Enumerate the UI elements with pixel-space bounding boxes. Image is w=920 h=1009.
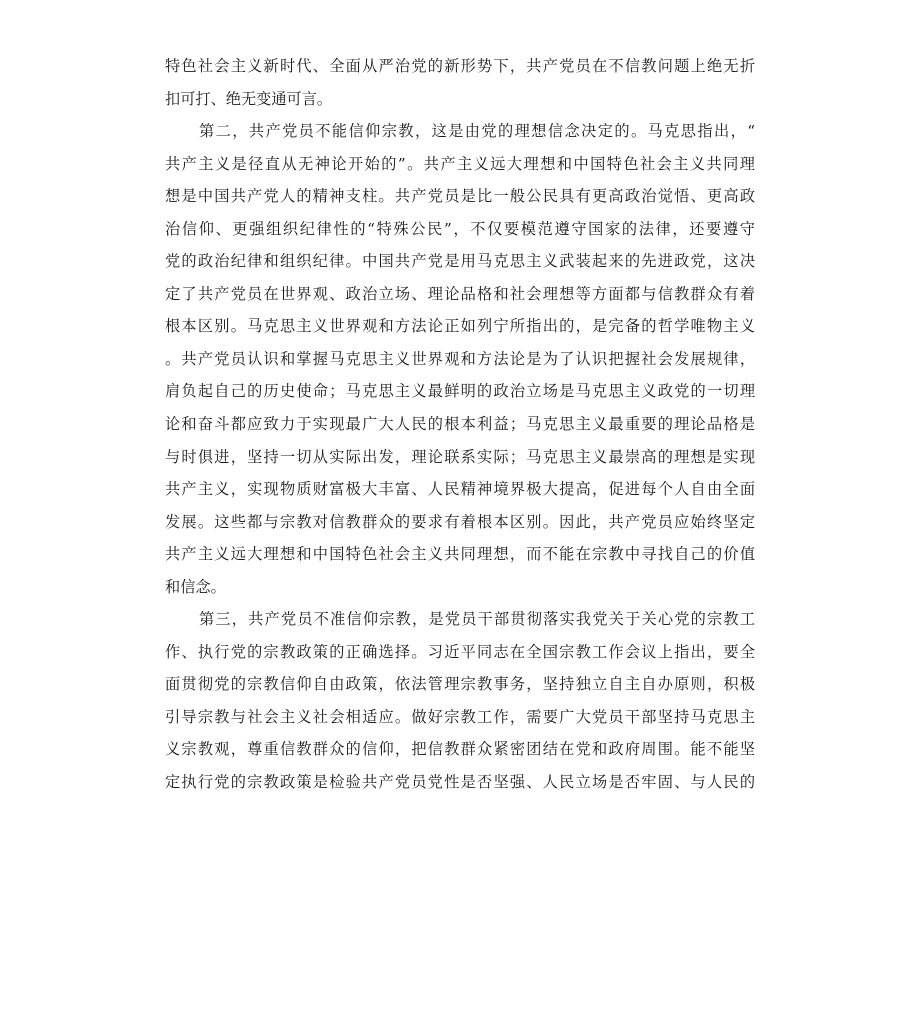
- text-line: 第二，共产党员不能信仰宗教，这是由党的理想信念决定的。马克思指出，“: [199, 122, 755, 141]
- text-line: 定了共产党员在世界观、政治立场、理论品格和社会理想等方面都与信教群众有着: [165, 284, 755, 303]
- text-line: 论和奋斗都应致力于实现最广大人民的根本利益；马克思主义最重要的理论品格是: [165, 415, 755, 434]
- text-line: 扣可打、绝无变通可言。: [165, 89, 333, 108]
- text-line: 共产主义是径直从无神论开始的”。共产主义远大理想和中国特色社会主义共同理: [165, 154, 755, 173]
- text-line: 共产主义，实现物质财富极大丰富、人民精神境界极大提高，促进每个人自由全面: [165, 480, 755, 499]
- text-line: 想是中国共产党人的精神支柱。共产党员是比一般公民具有更高政治觉悟、更高政: [165, 187, 755, 206]
- text-line: 引导宗教与社会主义社会相适应。做好宗教工作，需要广大党员干部坚持马克思主: [165, 707, 755, 726]
- text-line: 党的政治纪律和组织纪律。中国共产党是用马克思主义武装起来的先进政党，这决: [165, 252, 755, 271]
- text-line: 作、执行党的宗教政策的正确选择。习近平同志在全国宗教工作会议上指出，要全: [165, 642, 755, 661]
- text-line: 发展。这些都与宗教对信教群众的要求有着根本区别。因此，共产党员应始终坚定: [165, 512, 755, 531]
- text-line: 治信仰、更强组织纪律性的“特殊公民”，不仅要模范遵守国家的法律，还要遵守: [165, 219, 755, 238]
- text-line: 第三，共产党员不准信仰宗教，是党员干部贯彻落实我党关于关心党的宗教工: [199, 610, 755, 629]
- text-line: 。共产党员认识和掌握马克思主义世界观和方法论是为了认识把握社会发展规律，: [165, 349, 755, 368]
- text-line: 义宗教观，尊重信教群众的信仰，把信教群众紧密团结在党和政府周围。能不能坚: [165, 740, 755, 759]
- text-line: 肩负起自己的历史使命；马克思主义最鲜明的政治立场是马克思主义政党的一切理: [165, 382, 755, 401]
- text-line: 与时俱进，坚持一切从实际出发，理论联系实际；马克思主义最崇高的理想是实现: [165, 447, 755, 466]
- text-line: 特色社会主义新时代、全面从严治党的新形势下，共产党员在不信教问题上绝无折: [165, 57, 755, 75]
- body-text: [165, 50, 755, 799]
- text-line: 根本区别。马克思主义世界观和方法论正如列宁所指出的，是完备的哲学唯物主义: [165, 317, 755, 336]
- text-line: 定执行党的宗教政策是检验共产党员党性是否坚强、人民立场是否牢固、与人民的: [165, 773, 755, 792]
- text-line: 面贯彻党的宗教信仰自由政策，依法管理宗教事务，坚持独立自主自办原则，积极: [165, 675, 755, 694]
- text-line: 和信念。: [165, 577, 226, 596]
- text-line: 共产主义远大理想和中国特色社会主义共同理想，而不能在宗教中寻找自己的价值: [165, 545, 755, 564]
